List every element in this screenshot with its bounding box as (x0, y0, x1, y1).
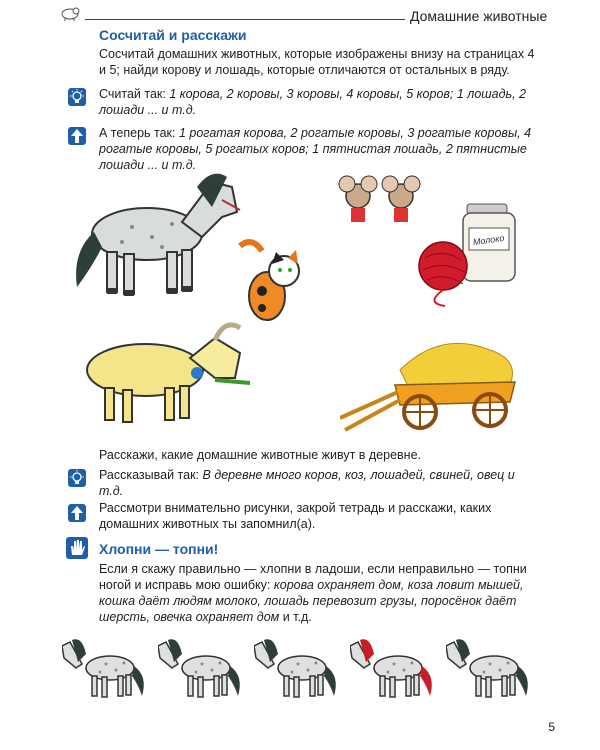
milk-jar-and-yarn-illustration (415, 198, 525, 308)
game-statements: корова охраняет дом, коза ловит мышей, кошка даёт людям молоко, лошадь перевозит грузы, поросёнок даёт шерсть, овечка охраняет дом (99, 578, 524, 624)
tip-text: 1 корова, 2 коровы, 3 коровы, 4 коровы, 5 коров; 1 лошадь, 2 лошади ... и т.д. (99, 87, 527, 117)
tip-lead: Рассказывай так: (99, 468, 200, 482)
game-instructions: Если я скажу правильно — хлопни в ладоши, если неправильно — топни ногой и исправь мою ошибку: (99, 562, 527, 592)
chapter-title: Домашние животные (410, 8, 548, 24)
tip-text: В деревне много коров, коз, лошадей, свиней, овец и т.д. (99, 468, 515, 498)
lightbulb-icon (68, 88, 86, 106)
tip-lead: Считай так: (99, 87, 166, 101)
small-horse-icon (254, 632, 342, 702)
cat-illustration (232, 236, 312, 331)
cow-logo-icon (60, 5, 80, 21)
milk-label: Молоко (472, 232, 505, 248)
page-number: 5 (548, 720, 555, 734)
intro-text: Сосчитай домашних животных, которые изображены внизу на страницах 4 и 5; найди корову и лошадь, которые отличаются от остальных в ряду. (99, 47, 535, 77)
small-horse-icon (446, 632, 534, 702)
game-tail: и т.д. (282, 610, 312, 624)
clap-stomp-text (99, 561, 539, 625)
horse-illustration (62, 162, 252, 302)
tip-lead: А теперь так: (99, 126, 176, 140)
horses-row (62, 632, 542, 702)
small-horse-icon (350, 632, 438, 702)
section-title: Сосчитай и расскажи (99, 27, 247, 43)
hand-icon (66, 537, 88, 559)
arrow-up-icon (68, 127, 86, 145)
small-horse-icon (62, 632, 150, 702)
small-horse-icon (158, 632, 246, 702)
arrow-up-icon (68, 504, 86, 522)
village-prompt: Расскажи, какие домашние животные живут в деревне. (99, 448, 422, 462)
memory-task: Рассмотри внимательно рисунки, закрой тетрадь и расскажи, каких домашних животных ты запомнил(а). (99, 501, 492, 531)
clap-stomp-title: Хлопни — топни! (99, 541, 219, 557)
tip-village (99, 467, 539, 499)
header-rule (85, 19, 405, 20)
goat-illustration (65, 318, 265, 428)
hay-cart-illustration (340, 330, 540, 442)
lightbulb-icon (68, 469, 86, 487)
tip-text: 1 рогатая корова, 2 рогатые коровы, 3 рогатые коровы, 4 рогатые коровы, 5 рогатых коров; 1 пятнистая лошадь, 2 пятнистые лошади ... и т.д. (99, 126, 532, 172)
tip-count (99, 86, 539, 118)
